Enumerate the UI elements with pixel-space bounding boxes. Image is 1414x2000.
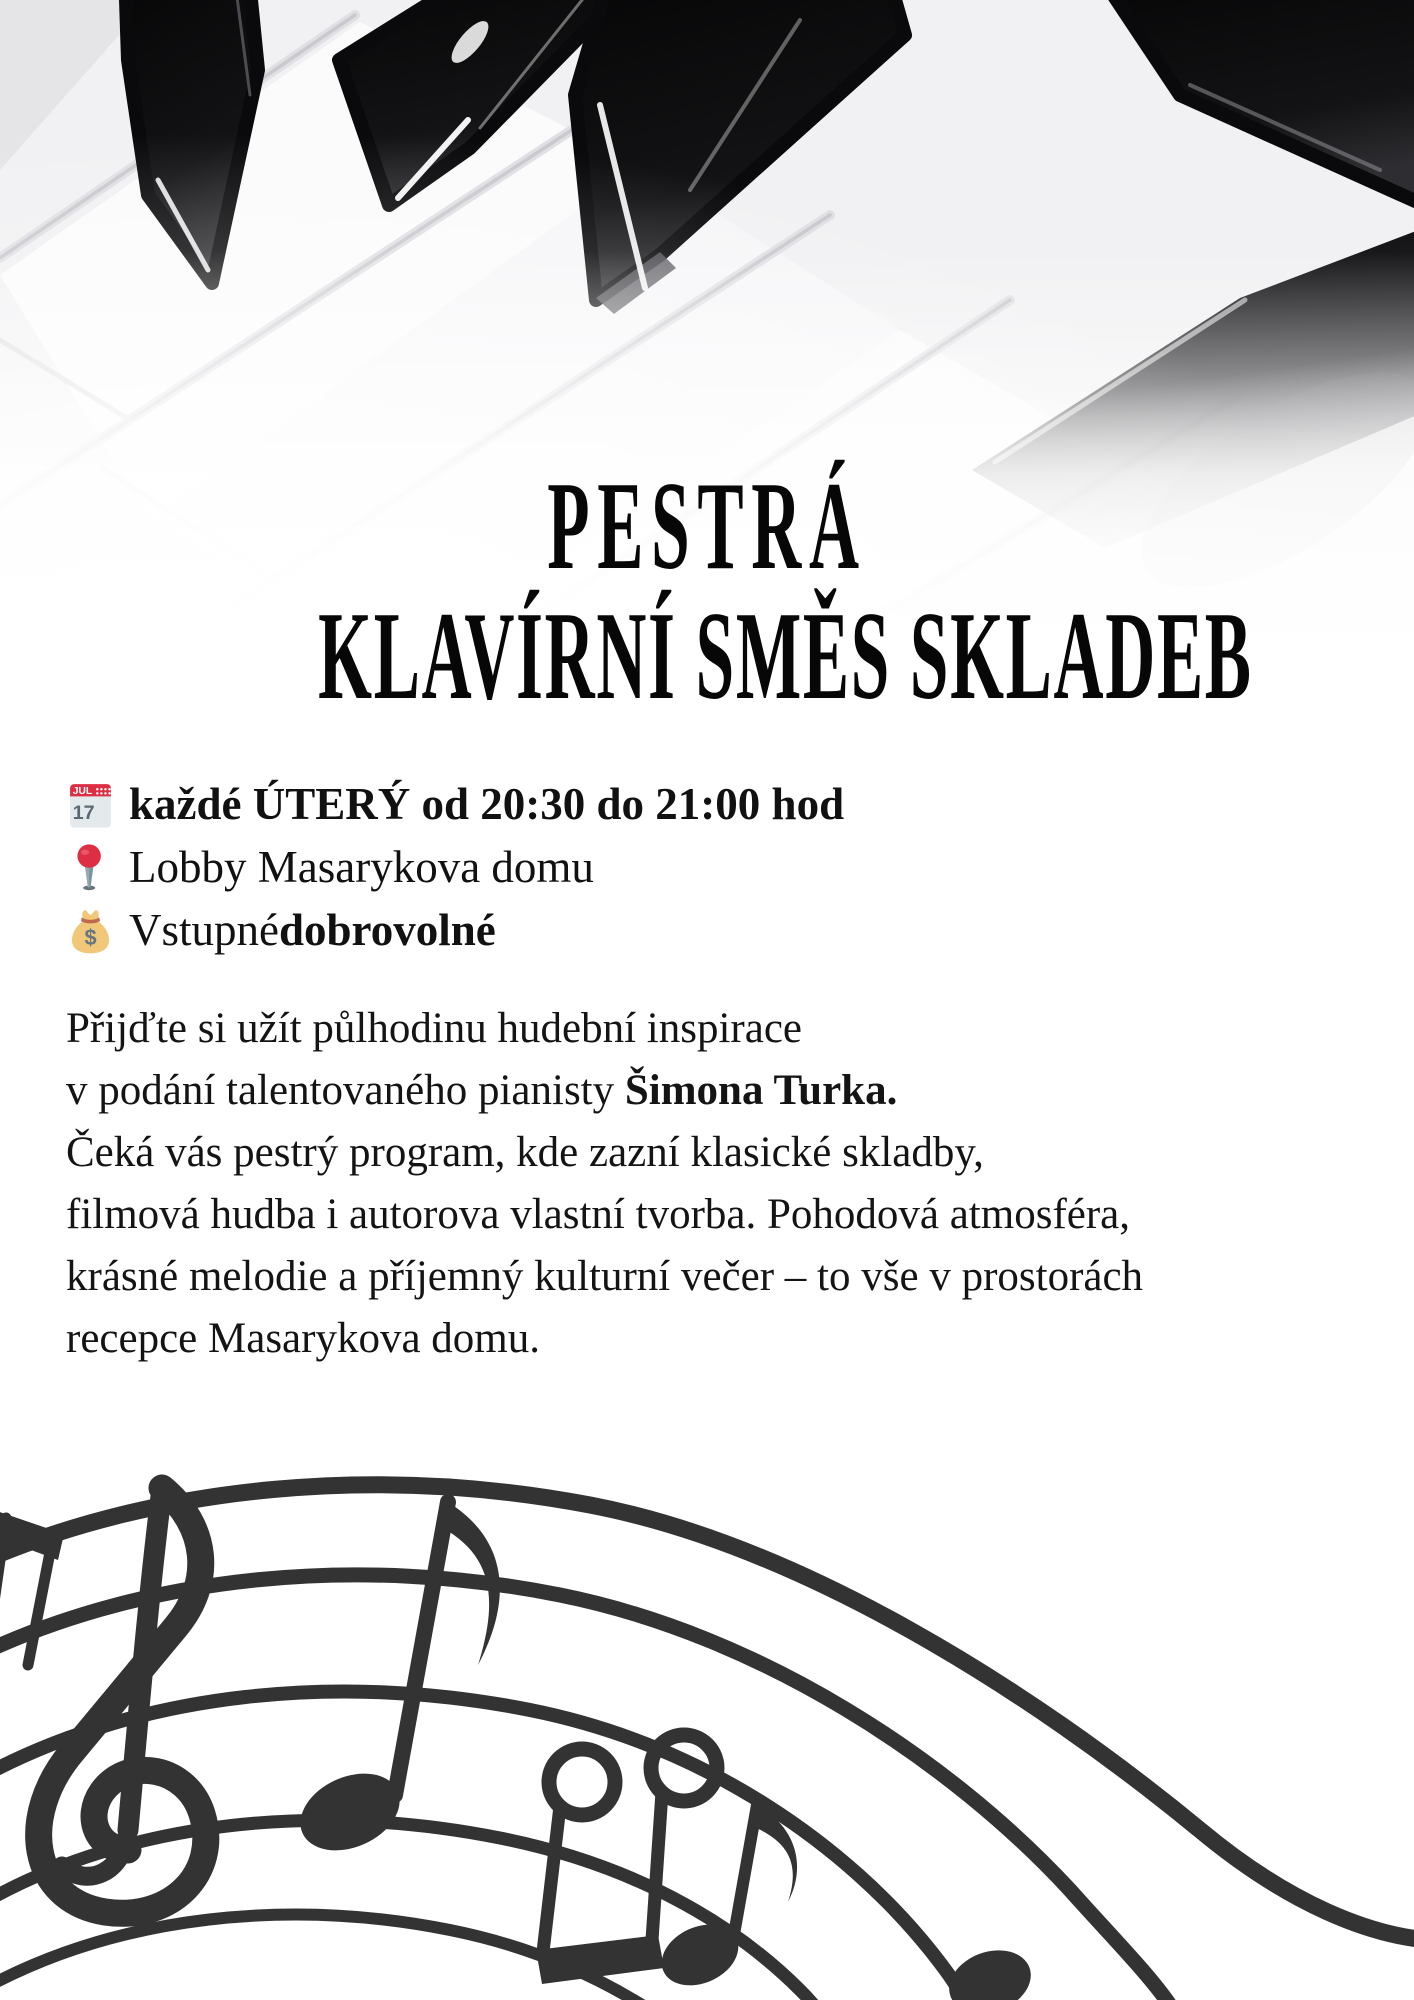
paragraph-line: Čeká vás pestrý program, kde zazní klasické skladby, [66,1129,984,1176]
detail-row-admission [66,904,844,956]
description-paragraph [66,998,1366,1370]
event-details [66,778,844,967]
admission-text-regular: Vstupné [129,905,279,955]
eighth-note [288,1502,500,1865]
money-bag-icon [66,906,115,955]
title-line-2: KLAVÍRNÍ SMĚS SKLADEB [318,587,1253,726]
paragraph-line: krásné melodie a příjemný kulturní večer – to vše v prostorách [66,1253,1144,1300]
paragraph-line: Přijďte si užít půlhodinu hudební inspirace [66,1005,802,1052]
detail-row-schedule [66,778,844,830]
poster-title [0,457,1414,726]
partial-note-head [940,1939,1039,2000]
paragraph-line: v podání talentovaného pianisty Šimona Turka. [66,1067,898,1114]
round-pushpin-icon [66,843,115,892]
music-notes-swoosh [0,1430,1414,2000]
calendar-month-label: JUL [72,785,93,797]
calendar-day-label: 17 [72,801,95,824]
detail-row-location [66,841,844,893]
schedule-text: každé ÚTERÝ od 20:30 do 21:00 hod [129,779,845,829]
admission-text-bold: dobrovolné [279,905,496,955]
calendar-icon [66,780,115,829]
paragraph-line: filmová hudba i autorova vlastní tvorba. Pohodová atmosféra, [66,1191,1130,1238]
paragraph-line: recepce Masarykova domu. [66,1315,540,1362]
music-notes-illustration [0,1430,1414,2000]
title-line-1: PESTRÁ [547,457,867,596]
dollar-sign: $ [84,924,97,950]
location-text: Lobby Masarykova domu [129,842,594,892]
